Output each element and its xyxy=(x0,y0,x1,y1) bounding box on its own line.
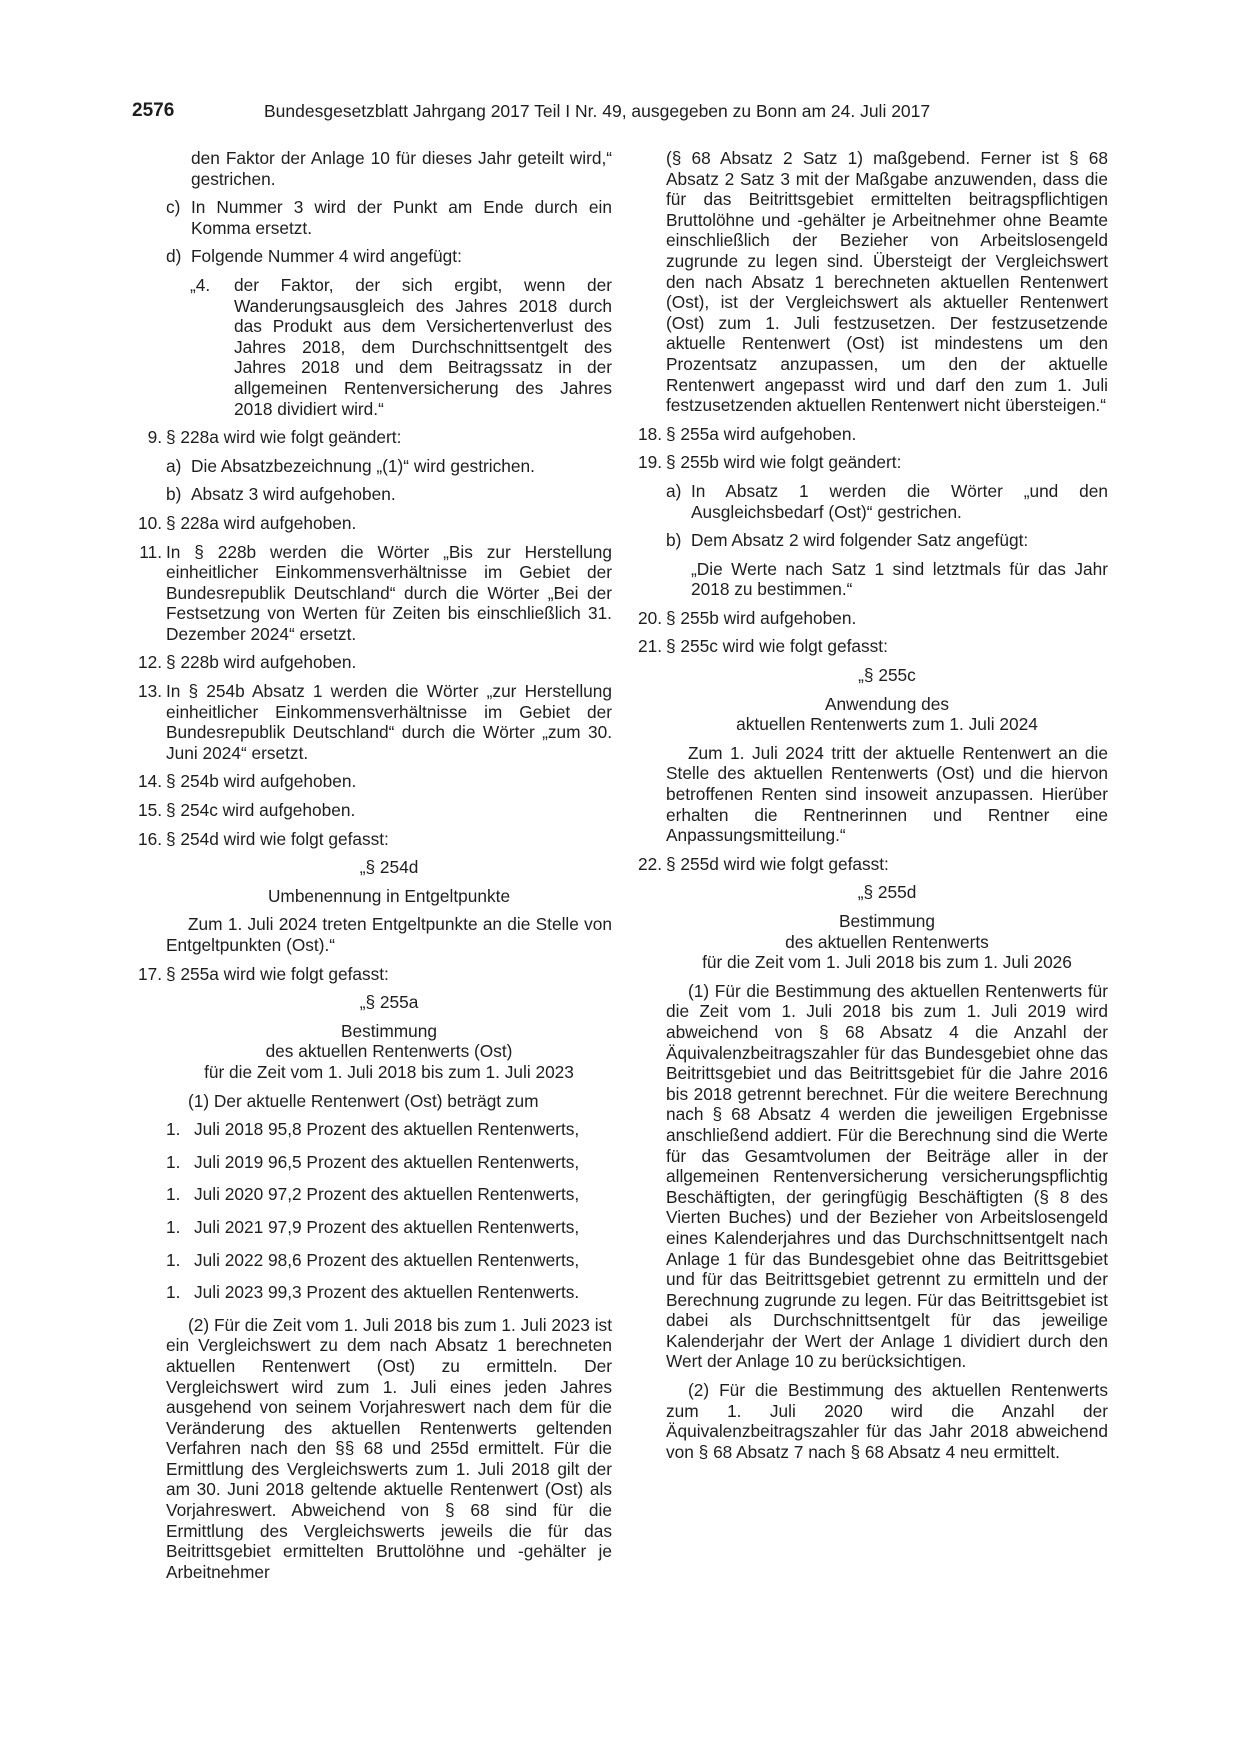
list-item: 9. § 228a wird wie folgt geändert: xyxy=(147,427,402,448)
section-paragraph: (2) Für die Zeit vom 1. Juli 2018 bis zum 1. Juli 2023 ist ein Vergleichswert zu dem nach Absatz 1 berechneten aktuellen Rentenwert (Ost) zu ermitteln. Der Vergleichswert wird zum 1. Juli eines jeden Jahres ausgehend von seinem Vorjahreswert nach dem für die Veränderung des aktuellen Rentenwerts geltenden Verfahren nach den §§ 68 und 255d ermittelt. Für die Ermittlung des Vergleichswerts zum 1. Juli 2018 gilt der am 30. Juni 2018 geltende aktuelle Rentenwert (Ost) als Vorjahreswert. Abweichend von § 68 sind für die Ermittlung des Vergleichswerts jeweils die für das Beitrittsgebiet ermittelten Bruttolöhne und -gehälter je Arbeitnehmer xyxy=(166,1314,612,1582)
page-header xyxy=(132,100,1112,128)
section-title: Umbenennung in Entgeltpunkte xyxy=(267,885,511,906)
section-paragraph: (1) Der aktuelle Rentenwert (Ost) beträgt zum xyxy=(188,1090,539,1111)
list-item: c) In Nummer 3 wird der Punkt am Ende durch ein Komma ersetzt. xyxy=(166,197,612,238)
rate-row: 1. Juli 2020 97,2 Prozent des aktuellen Rentenwerts, xyxy=(166,1184,580,1205)
section-heading: „§ 255a xyxy=(359,992,419,1013)
section-title: Bestimmung des aktuellen Rentenwerts für die Zeit vom 1. Juli 2018 bis zum 1. Juli 2026 xyxy=(702,911,1072,973)
rate-row: 1. Juli 2022 98,6 Prozent des aktuellen Rentenwerts, xyxy=(166,1249,580,1270)
quoted-item: „4. der Faktor, der sich ergibt, wenn der Wanderungsausgleich des Jahres 2018 durch das Produkt aus dem Versichertenverlust des Jahres 2018, dem Durchschnittsentgelt des Jahres 2018 und dem Beitragssatz in der allgemeinen Rentenversicherung des Jahres 2018 dividiert wird.“ xyxy=(190,274,612,419)
list-item: 10. § 228a wird aufgehoben. xyxy=(137,512,357,533)
list-item: 13. In § 254b Absatz 1 werden die Wörter „zur Herstellung einheitlicher Einkommensverhältnisse im Gebiet der Bundesrepublik Deutschland“ durch die Wörter „zum 30. Juni 2024“ ersetzt. xyxy=(137,681,612,763)
continuation-text: den Faktor der Anlage 10 für dieses Jahr geteilt wird,“ gestrichen. xyxy=(191,148,612,189)
list-item: 15. § 254c wird aufgehoben. xyxy=(137,800,356,821)
right-column xyxy=(634,148,1108,1470)
rate-row: 1. Juli 2021 97,9 Prozent des aktuellen Rentenwerts, xyxy=(166,1216,580,1237)
list-item: 16. § 254d wird wie folgt gefasst: xyxy=(137,828,389,849)
section-body: Zum 1. Juli 2024 tritt der aktuelle Rentenwert an die Stelle des aktuellen Rentenwerts (Ost) und die hiervon betroffenen Renten sind insoweit anzupassen. Hierüber erhalten die Rentnerinnen und Rentner eine Anpassungsmitteilung.“ xyxy=(666,742,1108,846)
list-item: 12. § 228b wird aufgehoben. xyxy=(137,652,357,673)
list-item: a) In Absatz 1 werden die Wörter „und den Ausgleichsbedarf (Ost)“ gestrichen. xyxy=(666,480,1108,522)
page-number: 2576 xyxy=(132,100,175,121)
section-title: Bestimmung des aktuellen Rentenwerts (Ost) für die Zeit vom 1. Juli 2018 bis zum 1. Juli 2023 xyxy=(204,1020,574,1082)
rate-row: 1. Juli 2023 99,3 Prozent des aktuellen Rentenwerts. xyxy=(166,1282,580,1303)
header-title: Bundesgesetzblatt Jahrgang 2017 Teil I Nr. 49, ausgegeben zu Bonn am 24. Juli 2017 xyxy=(264,101,931,121)
list-item: 18. § 255a wird aufgehoben. xyxy=(637,423,857,444)
list-item: b) Dem Absatz 2 wird folgender Satz angefügt: xyxy=(666,530,1029,551)
list-item: 20. § 255b wird aufgehoben. xyxy=(637,607,857,628)
list-item: 14. § 254b wird aufgehoben. xyxy=(137,771,357,792)
list-item: 11. In § 228b werden die Wörter „Bis zur Herstellung einheitlicher Einkommensverhältnisse im Gebiet der Bundesrepublik Deutschland“ durch die Wörter „Bei der Festsetzung von Werten für Zeiten bis einschließlich 31. Dezember 2024“ ersetzt. xyxy=(139,541,612,644)
section-title: Anwendung des aktuellen Rentenwerts zum 1. Juli 2024 xyxy=(736,693,1038,735)
quoted-sentence: „Die Werte nach Satz 1 sind letztmals für das Jahr 2018 zu bestimmen.“ xyxy=(691,558,1108,600)
section-heading: „§ 254d xyxy=(359,857,419,878)
list-item: a) Die Absatzbezeichnung „(1)“ wird gestrichen. xyxy=(166,455,535,476)
section-body: Zum 1. Juli 2024 treten Entgeltpunkte an die Stelle von Entgeltpunkten (Ost).“ xyxy=(166,914,612,955)
section-paragraph: (1) Für die Bestimmung des aktuellen Rentenwerts für die Zeit vom 1. Juli 2018 bis zum 1. Juli 2019 wird abweichend von § 68 Absatz 4 die Anzahl der Äquivalenzbeitragszahler für das Bundesgebiet ohne das Beitrittsgebiet und das Beitrittsgebiet für die Jahre 2016 bis 2018 getrennt berechnet. Für die weitere Berechnung nach § 68 Absatz 4 werden die jeweiligen Ergebnisse anschließend addiert. Für die Berechnung sind die Werte für das Gesamtvolumen der Beiträge aller in der allgemeinen Rentenversicherung versicherungspflichtig Beschäftigten, der geringfügig Beschäftigten (§ 8 des Vierten Buches) und der Bezieher von Arbeitslosengeld eines Kalenderjahres und das Durchschnittsentgelt nach Anlage 1 für das Bundesgebiet ohne das Beitrittsgebiet und für das Beitrittsgebiet getrennt zu ermitteln und der Berechnung zugrunde zu legen. Für das Beitrittsgebiet ist dabei als Durchschnittsentgelt für das jeweilige Kalenderjahr der Wert der Anlage 1 dividiert durch den Wert der Anlage 10 zu berücksichtigen. xyxy=(666,980,1108,1372)
list-item: d) Folgende Nummer 4 wird angefügt: xyxy=(166,246,462,267)
continuation-text: (§ 68 Absatz 2 Satz 1) maßgebend. Ferner ist § 68 Absatz 2 Satz 3 mit der Maßgabe anzuwenden, dass die für das Beitrittsgebiet ermittelten beitragspflichtigen Bruttolöhne und -gehälter je Arbeitnehmer ohne Beamte einschließlich der Bezieher von Arbeitslosengeld zugrunde zu legen sind. Übersteigt der Vergleichswert den nach Absatz 1 berechneten aktuellen Rentenwert (Ost), ist der Vergleichswert als aktueller Rentenwert (Ost) zum 1. Juli festzusetzen. Der festzusetzende aktuelle Rentenwert (Ost) ist mindestens um den Prozentsatz anzupassen, um den der aktuelle Rentenwert angepasst wird und darf den zum 1. Juli festzusetzenden aktuellen Rentenwert nicht übersteigen.“ xyxy=(666,148,1108,416)
section-paragraph: (2) Für die Bestimmung des aktuellen Rentenwerts zum 1. Juli 2020 wird die Anzahl der Äquivalenzbeitragszahler für das Jahr 2018 abweichend von § 68 Absatz 7 nach § 68 Absatz 4 neu ermittelt. xyxy=(666,1380,1108,1462)
list-item: 21. § 255c wird wie folgt gefasst: xyxy=(637,636,888,657)
list-item: 19. § 255b wird wie folgt geändert: xyxy=(637,452,902,473)
list-item: 22. § 255d wird wie folgt gefasst: xyxy=(637,853,889,874)
section-heading: „§ 255d xyxy=(857,882,917,903)
left-column xyxy=(122,148,612,1590)
rate-row: 1. Juli 2019 96,5 Prozent des aktuellen Rentenwerts, xyxy=(166,1151,580,1172)
section-heading: „§ 255c xyxy=(858,665,916,686)
list-item: 17. § 255a wird wie folgt gefasst: xyxy=(137,963,389,984)
list-item: b) Absatz 3 wird aufgehoben. xyxy=(166,484,396,505)
rate-row: 1. Juli 2018 95,8 Prozent des aktuellen Rentenwerts, xyxy=(166,1119,580,1140)
